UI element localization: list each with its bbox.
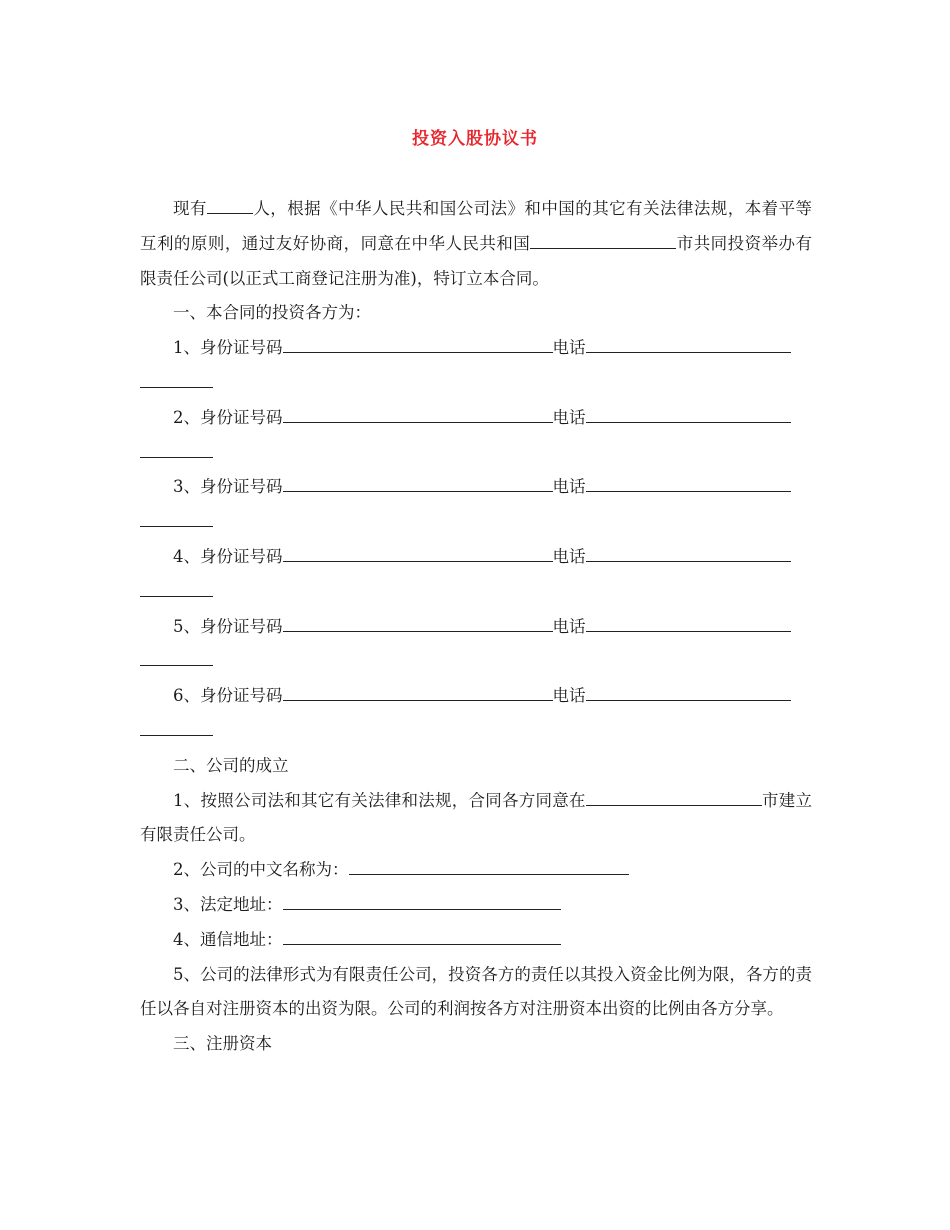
phone-blank-continued[interactable] <box>140 508 213 527</box>
city-blank[interactable] <box>530 230 676 249</box>
phone-blank[interactable] <box>586 473 791 492</box>
phone-label: 电话 <box>552 477 586 497</box>
id-label: 身份证号码 <box>200 616 283 636</box>
party-entry <box>140 610 812 680</box>
section2-item5: 5、公司的法律形式为有限责任公司，投资各方的责任以其投入资金比例为限，各方的责任以各自对注册资本的出资为限。公司的利润按各方对注册资本出资的比例由各方分享。 <box>140 964 812 1019</box>
id-number-blank[interactable] <box>283 682 553 701</box>
phone-blank[interactable] <box>586 613 791 632</box>
id-number-blank[interactable] <box>283 334 553 353</box>
document-body <box>140 192 812 1062</box>
party-number: 2、 <box>173 407 200 427</box>
phone-blank-continued[interactable] <box>140 717 213 736</box>
section2-item4 <box>140 923 812 958</box>
id-label: 身份证号码 <box>200 338 283 358</box>
intro-text-5: 共同投资举办有限责任公司(以正式工商登记注册为准)，特订立本合同。 <box>140 233 813 288</box>
document-title: 投资入股协议书 <box>412 129 538 149</box>
section2-item2 <box>140 853 812 888</box>
phone-label: 电话 <box>552 407 586 427</box>
phone-blank[interactable] <box>586 334 791 353</box>
party-entry <box>140 679 812 749</box>
id-label: 身份证号码 <box>200 546 283 566</box>
legal-address-blank[interactable] <box>283 891 561 910</box>
id-label: 身份证号码 <box>200 477 283 497</box>
phone-blank-continued[interactable] <box>140 369 213 388</box>
investor-count-blank[interactable] <box>207 195 253 214</box>
phone-blank-continued[interactable] <box>140 647 213 666</box>
establish-city-blank[interactable] <box>586 787 762 806</box>
phone-blank[interactable] <box>586 543 791 562</box>
legal-address-label: 3、法定地址： <box>173 894 283 914</box>
id-number-blank[interactable] <box>283 404 553 423</box>
party-number: 6、 <box>173 686 200 706</box>
section2-item3 <box>140 888 812 923</box>
party-entry <box>140 401 812 471</box>
party-number: 1、 <box>173 338 200 358</box>
mailing-address-label: 4、通信地址： <box>173 929 283 949</box>
section3-heading: 三、注册资本 <box>173 1034 272 1054</box>
phone-blank[interactable] <box>586 404 791 423</box>
party-entry <box>140 540 812 610</box>
intro-text-2: 人，根据《中华人民共和国公司法》和中国的其它有关法律法规， <box>252 199 745 218</box>
id-label: 身份证号码 <box>200 407 283 427</box>
party-number: 3、 <box>173 477 200 497</box>
id-number-blank[interactable] <box>283 473 553 492</box>
phone-blank[interactable] <box>586 682 791 701</box>
party-number: 5、 <box>173 616 200 636</box>
party-number: 4、 <box>173 546 200 566</box>
party-list <box>140 331 812 749</box>
intro-text-1: 现有 <box>173 199 207 218</box>
phone-label: 电话 <box>552 546 586 566</box>
party-entry <box>140 331 812 401</box>
company-name-blank[interactable] <box>349 856 629 875</box>
phone-label: 电话 <box>552 686 586 706</box>
mailing-address-blank[interactable] <box>283 926 561 945</box>
phone-label: 电话 <box>552 616 586 636</box>
item1-text-end: 市建立有限责任公司。 <box>140 790 812 845</box>
intro-paragraph <box>140 192 812 296</box>
id-label: 身份证号码 <box>200 686 283 706</box>
section2-item1 <box>140 784 812 854</box>
item1-text: 1、按照公司法和其它有关法律和法规，合同各方同意在 <box>173 790 586 810</box>
intro-text-3: 本着平等互利的原则，通过友好协商，同意在中华人民共和国 <box>140 199 813 253</box>
party-entry <box>140 470 812 540</box>
intro-text-4: 市 <box>676 233 694 253</box>
phone-blank-continued[interactable] <box>140 578 213 597</box>
phone-label: 电话 <box>552 338 586 358</box>
phone-blank-continued[interactable] <box>140 439 213 458</box>
id-number-blank[interactable] <box>283 543 553 562</box>
section2-heading: 二、公司的成立 <box>173 755 289 775</box>
id-number-blank[interactable] <box>283 613 553 632</box>
company-name-label: 2、公司的中文名称为： <box>173 860 349 880</box>
section1-heading: 一、本合同的投资各方为： <box>173 303 371 323</box>
